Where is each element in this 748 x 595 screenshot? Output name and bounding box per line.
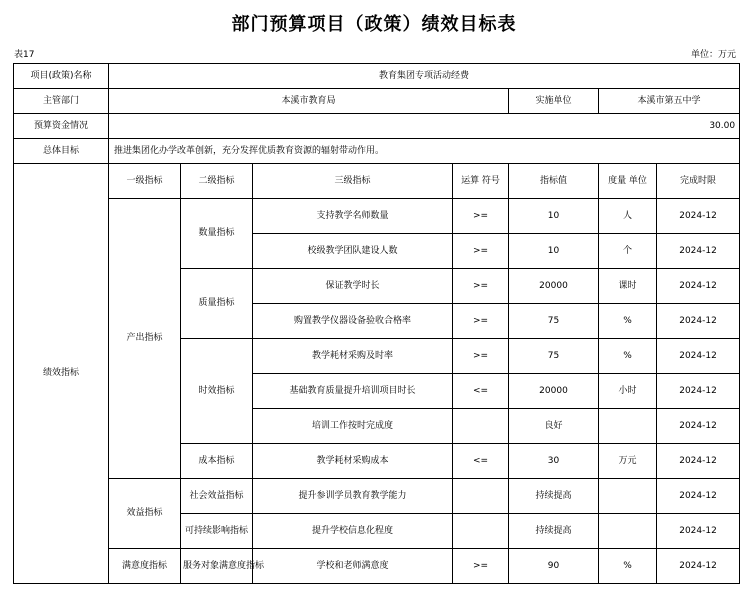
item-value: 10 — [509, 234, 599, 269]
group-satisfaction: 满意度指标 — [109, 549, 181, 584]
table-row — [14, 199, 740, 234]
item-time: 2024-12 — [657, 304, 740, 339]
item-op: >= — [453, 549, 509, 584]
item-time: 2024-12 — [657, 339, 740, 374]
item-value: 20000 — [509, 269, 599, 304]
group-cost: 成本指标 — [181, 444, 253, 479]
performance-table — [13, 63, 740, 584]
item-unit: 万元 — [599, 444, 657, 479]
unit-label: 单位：万元 — [690, 50, 736, 60]
table-row — [14, 549, 740, 584]
dept-label: 主管部门 — [14, 89, 109, 114]
item-unit: % — [599, 339, 657, 374]
item-time: 2024-12 — [657, 234, 740, 269]
item-op: >= — [453, 269, 509, 304]
goal-value: 推进集团化办学改革创新，充分发挥优质教育资源的辐射带动作用。 — [109, 139, 740, 164]
item-unit: 个 — [599, 234, 657, 269]
impl-label: 实施单位 — [509, 89, 599, 114]
item-name: 教学耗材采购及时率 — [253, 339, 453, 374]
item-value: 90 — [509, 549, 599, 584]
item-op: >= — [453, 339, 509, 374]
project-value: 教育集团专项活动经费 — [109, 64, 740, 89]
item-name: 保证教学时长 — [253, 269, 453, 304]
item-unit — [599, 409, 657, 444]
item-name: 提升学校信息化程度 — [253, 514, 453, 549]
table-row — [14, 64, 740, 89]
item-value: 10 — [509, 199, 599, 234]
table-number: 表17 — [14, 50, 35, 60]
item-time: 2024-12 — [657, 409, 740, 444]
item-name: 教学耗材采购成本 — [253, 444, 453, 479]
item-name: 培训工作按时完成度 — [253, 409, 453, 444]
header-level3: 三级指标 — [253, 164, 453, 199]
item-value: 30 — [509, 444, 599, 479]
group-benefit: 效益指标 — [109, 479, 181, 549]
item-name: 校级教学团队建设人数 — [253, 234, 453, 269]
item-value: 持续提高 — [509, 479, 599, 514]
item-name: 学校和老师满意度 — [253, 549, 453, 584]
dept-value: 本溪市教育局 — [109, 89, 509, 114]
table-row — [14, 114, 740, 139]
item-name: 提升参训学员教育教学能力 — [253, 479, 453, 514]
header-time: 完成时限 — [657, 164, 740, 199]
funds-label: 预算资金情况 — [14, 114, 109, 139]
item-unit: % — [599, 304, 657, 339]
item-op: <= — [453, 374, 509, 409]
item-name: 支持教学名师数量 — [253, 199, 453, 234]
header-level2: 二级指标 — [181, 164, 253, 199]
table-header-row — [14, 164, 740, 199]
item-unit: % — [599, 549, 657, 584]
item-unit — [599, 479, 657, 514]
item-value: 75 — [509, 339, 599, 374]
item-time: 2024-12 — [657, 549, 740, 584]
item-op: <= — [453, 444, 509, 479]
item-time: 2024-12 — [657, 199, 740, 234]
item-value: 20000 — [509, 374, 599, 409]
item-op — [453, 479, 509, 514]
perf-indicators-label: 绩效指标 — [14, 164, 109, 584]
item-op: >= — [453, 304, 509, 339]
item-value: 75 — [509, 304, 599, 339]
table-row — [14, 139, 740, 164]
item-value: 持续提高 — [509, 514, 599, 549]
item-time: 2024-12 — [657, 269, 740, 304]
group-output: 产出指标 — [109, 199, 181, 479]
item-unit — [599, 514, 657, 549]
header-value: 指标值 — [509, 164, 599, 199]
funds-value: 30.00 — [109, 114, 740, 139]
group-sustain: 可持续影响指标 — [181, 514, 253, 549]
item-op — [453, 409, 509, 444]
group-timeliness: 时效指标 — [181, 339, 253, 444]
item-op: >= — [453, 234, 509, 269]
item-op: >= — [453, 199, 509, 234]
item-time: 2024-12 — [657, 514, 740, 549]
header-op: 运算 符号 — [453, 164, 509, 199]
table-row — [14, 89, 740, 114]
header-level1: 一级指标 — [109, 164, 181, 199]
item-unit: 课时 — [599, 269, 657, 304]
group-social: 社会效益指标 — [181, 479, 253, 514]
item-time: 2024-12 — [657, 374, 740, 409]
impl-value: 本溪市第五中学 — [599, 89, 740, 114]
header-unit: 度量 单位 — [599, 164, 657, 199]
item-name: 购置教学仪器设备验收合格率 — [253, 304, 453, 339]
item-name: 基础教育质量提升培训项目时长 — [253, 374, 453, 409]
item-unit: 小时 — [599, 374, 657, 409]
item-time: 2024-12 — [657, 444, 740, 479]
item-value: 良好 — [509, 409, 599, 444]
table-row — [14, 479, 740, 514]
group-service: 服务对象满意度指标 — [181, 549, 253, 584]
goal-label: 总体目标 — [14, 139, 109, 164]
group-quantity: 数量指标 — [181, 199, 253, 269]
item-time: 2024-12 — [657, 479, 740, 514]
item-unit: 人 — [599, 199, 657, 234]
group-quality: 质量指标 — [181, 269, 253, 339]
item-op — [453, 514, 509, 549]
page-title: 部门预算项目（政策）绩效目标表 — [231, 14, 517, 35]
project-label: 项目(政策)名称 — [14, 64, 109, 89]
